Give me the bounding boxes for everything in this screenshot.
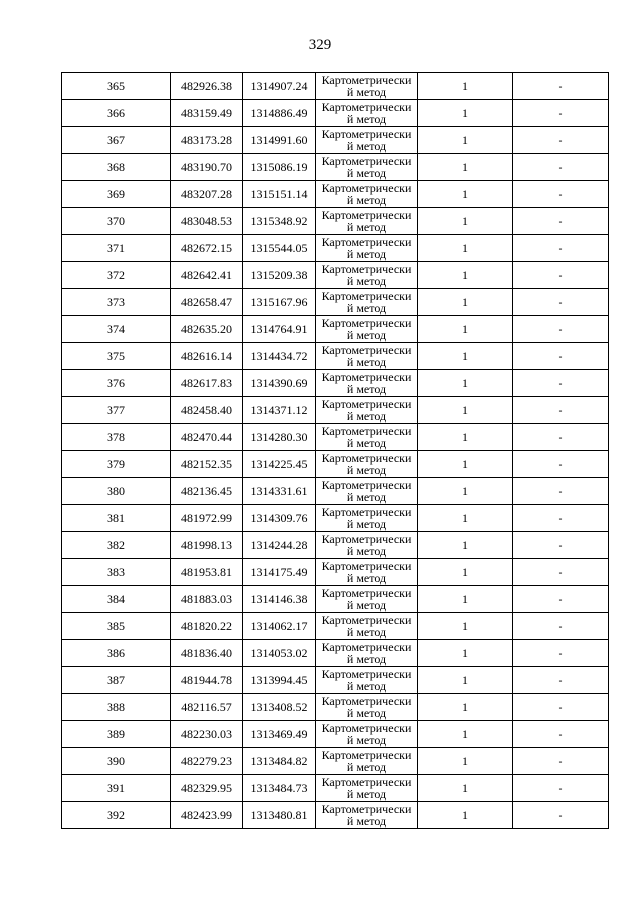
y-coordinate-cell: 1313994.45 — [243, 667, 316, 694]
table-row — [62, 559, 609, 586]
method-text-line-1: Картометрически — [321, 316, 412, 330]
note-cell: - — [513, 343, 609, 370]
note-cell: - — [513, 100, 609, 127]
method-text-line-2: й метод — [346, 220, 387, 234]
note-cell: - — [513, 316, 609, 343]
note-cell: - — [513, 451, 609, 478]
method-text-line-2: й метод — [346, 652, 387, 666]
accuracy-cell: 1 — [418, 397, 513, 424]
point-number-cell: 376 — [62, 370, 171, 397]
method-cell — [316, 721, 418, 748]
method-text-line-2: й метод — [346, 382, 387, 396]
accuracy-cell: 1 — [418, 451, 513, 478]
accuracy-cell: 1 — [418, 586, 513, 613]
method-text-line-2: й метод — [346, 760, 387, 774]
accuracy-cell: 1 — [418, 208, 513, 235]
table-row — [62, 640, 609, 667]
method-text-line-2: й метод — [346, 301, 387, 315]
table-row — [62, 748, 609, 775]
x-coordinate-cell: 482329.95 — [171, 775, 243, 802]
table-row — [62, 208, 609, 235]
method-text-line-1: Картометрически — [321, 802, 412, 816]
method-text-line-1: Картометрически — [321, 451, 412, 465]
y-coordinate-cell: 1314244.28 — [243, 532, 316, 559]
x-coordinate-cell: 481972.99 — [171, 505, 243, 532]
table-row — [62, 667, 609, 694]
note-cell: - — [513, 586, 609, 613]
method-cell — [316, 370, 418, 397]
accuracy-cell: 1 — [418, 100, 513, 127]
method-text-line-2: й метод — [346, 679, 387, 693]
method-cell — [316, 262, 418, 289]
x-coordinate-cell: 482458.40 — [171, 397, 243, 424]
accuracy-cell: 1 — [418, 667, 513, 694]
accuracy-cell: 1 — [418, 802, 513, 829]
accuracy-cell: 1 — [418, 235, 513, 262]
table-row — [62, 343, 609, 370]
point-number-cell: 369 — [62, 181, 171, 208]
y-coordinate-cell: 1315348.92 — [243, 208, 316, 235]
note-cell: - — [513, 154, 609, 181]
method-text-line-1: Картометрически — [321, 208, 412, 222]
note-cell: - — [513, 532, 609, 559]
method-text-line-2: й метод — [346, 598, 387, 612]
method-text-line-2: й метод — [346, 193, 387, 207]
note-cell: - — [513, 289, 609, 316]
method-text-line-1: Картометрически — [321, 370, 412, 384]
method-cell — [316, 424, 418, 451]
method-text-line-1: Картометрически — [321, 640, 412, 654]
note-cell: - — [513, 613, 609, 640]
table-row — [62, 532, 609, 559]
y-coordinate-cell: 1314175.49 — [243, 559, 316, 586]
table-row — [62, 316, 609, 343]
method-text-line-1: Картометрически — [321, 478, 412, 492]
x-coordinate-cell: 482616.14 — [171, 343, 243, 370]
method-text-line-2: й метод — [346, 166, 387, 180]
method-cell — [316, 532, 418, 559]
table-row — [62, 370, 609, 397]
point-number-cell: 378 — [62, 424, 171, 451]
x-coordinate-cell: 482642.41 — [171, 262, 243, 289]
accuracy-cell: 1 — [418, 775, 513, 802]
method-text-line-1: Картометрически — [321, 127, 412, 141]
x-coordinate-cell: 481883.03 — [171, 586, 243, 613]
method-text-line-1: Картометрически — [321, 559, 412, 573]
accuracy-cell: 1 — [418, 181, 513, 208]
method-cell — [316, 775, 418, 802]
point-number-cell: 384 — [62, 586, 171, 613]
x-coordinate-cell: 482279.23 — [171, 748, 243, 775]
note-cell: - — [513, 424, 609, 451]
note-cell: - — [513, 667, 609, 694]
table-row — [62, 154, 609, 181]
y-coordinate-cell: 1314764.91 — [243, 316, 316, 343]
method-cell — [316, 478, 418, 505]
table-row — [62, 181, 609, 208]
method-text-line-1: Картометрически — [321, 667, 412, 681]
coordinates-table — [61, 72, 609, 829]
table-row — [62, 721, 609, 748]
method-text-line-1: Картометрически — [321, 343, 412, 357]
method-cell — [316, 127, 418, 154]
method-text-line-2: й метод — [346, 328, 387, 342]
x-coordinate-cell: 483048.53 — [171, 208, 243, 235]
method-cell — [316, 613, 418, 640]
accuracy-cell: 1 — [418, 262, 513, 289]
method-text-line-1: Картометрически — [321, 100, 412, 114]
accuracy-cell: 1 — [418, 478, 513, 505]
method-text-line-2: й метод — [346, 247, 387, 261]
method-text-line-2: й метод — [346, 139, 387, 153]
method-cell — [316, 802, 418, 829]
x-coordinate-cell: 483159.49 — [171, 100, 243, 127]
y-coordinate-cell: 1313469.49 — [243, 721, 316, 748]
note-cell: - — [513, 478, 609, 505]
accuracy-cell: 1 — [418, 73, 513, 100]
method-text-line-1: Картометрически — [321, 73, 412, 87]
table-row — [62, 424, 609, 451]
note-cell: - — [513, 505, 609, 532]
table-row — [62, 694, 609, 721]
point-number-cell: 390 — [62, 748, 171, 775]
point-number-cell: 379 — [62, 451, 171, 478]
method-text-line-1: Картометрически — [321, 424, 412, 438]
point-number-cell: 389 — [62, 721, 171, 748]
x-coordinate-cell: 482470.44 — [171, 424, 243, 451]
accuracy-cell: 1 — [418, 289, 513, 316]
y-coordinate-cell: 1314886.49 — [243, 100, 316, 127]
x-coordinate-cell: 482423.99 — [171, 802, 243, 829]
x-coordinate-cell: 482136.45 — [171, 478, 243, 505]
y-coordinate-cell: 1314280.30 — [243, 424, 316, 451]
method-text-line-1: Картометрически — [321, 262, 412, 276]
x-coordinate-cell: 482926.38 — [171, 73, 243, 100]
note-cell: - — [513, 559, 609, 586]
x-coordinate-cell: 483173.28 — [171, 127, 243, 154]
coordinates-table-body — [62, 73, 609, 829]
accuracy-cell: 1 — [418, 532, 513, 559]
point-number-cell: 385 — [62, 613, 171, 640]
method-cell — [316, 640, 418, 667]
accuracy-cell: 1 — [418, 424, 513, 451]
point-number-cell: 366 — [62, 100, 171, 127]
note-cell: - — [513, 748, 609, 775]
note-cell: - — [513, 370, 609, 397]
point-number-cell: 380 — [62, 478, 171, 505]
point-number-cell: 375 — [62, 343, 171, 370]
accuracy-cell: 1 — [418, 316, 513, 343]
point-number-cell: 371 — [62, 235, 171, 262]
point-number-cell: 374 — [62, 316, 171, 343]
y-coordinate-cell: 1314331.61 — [243, 478, 316, 505]
y-coordinate-cell: 1314309.76 — [243, 505, 316, 532]
table-row — [62, 775, 609, 802]
method-cell — [316, 235, 418, 262]
note-cell: - — [513, 235, 609, 262]
method-text-line-2: й метод — [346, 733, 387, 747]
method-text-line-1: Картометрически — [321, 154, 412, 168]
point-number-cell: 387 — [62, 667, 171, 694]
table-row — [62, 397, 609, 424]
x-coordinate-cell: 481820.22 — [171, 613, 243, 640]
table-row — [62, 802, 609, 829]
y-coordinate-cell: 1314371.12 — [243, 397, 316, 424]
point-number-cell: 367 — [62, 127, 171, 154]
method-text-line-2: й метод — [346, 355, 387, 369]
y-coordinate-cell: 1313484.82 — [243, 748, 316, 775]
note-cell: - — [513, 694, 609, 721]
method-text-line-1: Картометрически — [321, 532, 412, 546]
page-number: 329 — [308, 37, 332, 53]
x-coordinate-cell: 481836.40 — [171, 640, 243, 667]
point-number-cell: 377 — [62, 397, 171, 424]
method-cell — [316, 505, 418, 532]
x-coordinate-cell: 482658.47 — [171, 289, 243, 316]
method-cell — [316, 694, 418, 721]
method-cell — [316, 451, 418, 478]
accuracy-cell: 1 — [418, 721, 513, 748]
table-row — [62, 505, 609, 532]
x-coordinate-cell: 483207.28 — [171, 181, 243, 208]
accuracy-cell: 1 — [418, 748, 513, 775]
method-cell — [316, 181, 418, 208]
method-text-line-2: й метод — [346, 814, 387, 828]
accuracy-cell: 1 — [418, 694, 513, 721]
point-number-cell: 386 — [62, 640, 171, 667]
table-row — [62, 262, 609, 289]
x-coordinate-cell: 483190.70 — [171, 154, 243, 181]
note-cell: - — [513, 721, 609, 748]
method-cell — [316, 397, 418, 424]
method-text-line-2: й метод — [346, 571, 387, 585]
method-cell — [316, 154, 418, 181]
note-cell: - — [513, 127, 609, 154]
point-number-cell: 372 — [62, 262, 171, 289]
method-cell — [316, 316, 418, 343]
accuracy-cell: 1 — [418, 370, 513, 397]
method-text-line-2: й метод — [346, 409, 387, 423]
accuracy-cell: 1 — [418, 343, 513, 370]
method-text-line-1: Картометрически — [321, 694, 412, 708]
method-text-line-2: й метод — [346, 112, 387, 126]
accuracy-cell: 1 — [418, 640, 513, 667]
y-coordinate-cell: 1314225.45 — [243, 451, 316, 478]
method-text-line-2: й метод — [346, 625, 387, 639]
y-coordinate-cell: 1314991.60 — [243, 127, 316, 154]
y-coordinate-cell: 1314434.72 — [243, 343, 316, 370]
method-text-line-2: й метод — [346, 517, 387, 531]
note-cell: - — [513, 181, 609, 208]
accuracy-cell: 1 — [418, 127, 513, 154]
table-row — [62, 235, 609, 262]
point-number-cell: 381 — [62, 505, 171, 532]
x-coordinate-cell: 481998.13 — [171, 532, 243, 559]
x-coordinate-cell: 482230.03 — [171, 721, 243, 748]
method-text-line-1: Картометрически — [321, 235, 412, 249]
table-row — [62, 613, 609, 640]
y-coordinate-cell: 1315167.96 — [243, 289, 316, 316]
method-text-line-1: Картометрически — [321, 775, 412, 789]
method-text-line-1: Картометрически — [321, 748, 412, 762]
method-cell — [316, 73, 418, 100]
method-text-line-2: й метод — [346, 706, 387, 720]
method-text-line-1: Картометрически — [321, 505, 412, 519]
method-cell — [316, 559, 418, 586]
method-cell — [316, 208, 418, 235]
note-cell: - — [513, 802, 609, 829]
method-cell — [316, 343, 418, 370]
method-text-line-1: Картометрически — [321, 289, 412, 303]
point-number-cell: 382 — [62, 532, 171, 559]
y-coordinate-cell: 1313480.81 — [243, 802, 316, 829]
y-coordinate-cell: 1314907.24 — [243, 73, 316, 100]
point-number-cell: 365 — [62, 73, 171, 100]
table-row — [62, 451, 609, 478]
method-text-line-1: Картометрически — [321, 586, 412, 600]
method-text-line-2: й метод — [346, 490, 387, 504]
accuracy-cell: 1 — [418, 559, 513, 586]
point-number-cell: 392 — [62, 802, 171, 829]
method-text-line-2: й метод — [346, 463, 387, 477]
y-coordinate-cell: 1315151.14 — [243, 181, 316, 208]
y-coordinate-cell: 1315086.19 — [243, 154, 316, 181]
method-cell — [316, 586, 418, 613]
method-cell — [316, 289, 418, 316]
point-number-cell: 373 — [62, 289, 171, 316]
note-cell: - — [513, 775, 609, 802]
x-coordinate-cell: 482152.35 — [171, 451, 243, 478]
x-coordinate-cell: 482635.20 — [171, 316, 243, 343]
accuracy-cell: 1 — [418, 505, 513, 532]
note-cell: - — [513, 640, 609, 667]
point-number-cell: 391 — [62, 775, 171, 802]
y-coordinate-cell: 1315209.38 — [243, 262, 316, 289]
table-row — [62, 100, 609, 127]
y-coordinate-cell: 1313484.73 — [243, 775, 316, 802]
y-coordinate-cell: 1313408.52 — [243, 694, 316, 721]
note-cell: - — [513, 397, 609, 424]
method-cell — [316, 667, 418, 694]
note-cell: - — [513, 208, 609, 235]
point-number-cell: 388 — [62, 694, 171, 721]
method-cell — [316, 748, 418, 775]
point-number-cell: 383 — [62, 559, 171, 586]
y-coordinate-cell: 1314062.17 — [243, 613, 316, 640]
y-coordinate-cell: 1315544.05 — [243, 235, 316, 262]
point-number-cell: 370 — [62, 208, 171, 235]
x-coordinate-cell: 482116.57 — [171, 694, 243, 721]
x-coordinate-cell: 482617.83 — [171, 370, 243, 397]
table-row — [62, 478, 609, 505]
table-row — [62, 289, 609, 316]
method-text-line-2: й метод — [346, 274, 387, 288]
table-row — [62, 127, 609, 154]
method-text-line-2: й метод — [346, 436, 387, 450]
method-cell — [316, 100, 418, 127]
y-coordinate-cell: 1314146.38 — [243, 586, 316, 613]
method-text-line-1: Картометрически — [321, 181, 412, 195]
point-number-cell: 368 — [62, 154, 171, 181]
method-text-line-2: й метод — [346, 544, 387, 558]
method-text-line-1: Картометрически — [321, 721, 412, 735]
y-coordinate-cell: 1314390.69 — [243, 370, 316, 397]
method-text-line-1: Картометрически — [321, 613, 412, 627]
x-coordinate-cell: 482672.15 — [171, 235, 243, 262]
y-coordinate-cell: 1314053.02 — [243, 640, 316, 667]
accuracy-cell: 1 — [418, 154, 513, 181]
accuracy-cell: 1 — [418, 613, 513, 640]
x-coordinate-cell: 481944.78 — [171, 667, 243, 694]
note-cell: - — [513, 73, 609, 100]
method-text-line-1: Картометрически — [321, 397, 412, 411]
table-row — [62, 73, 609, 100]
method-text-line-2: й метод — [346, 85, 387, 99]
note-cell: - — [513, 262, 609, 289]
table-row — [62, 586, 609, 613]
method-text-line-2: й метод — [346, 787, 387, 801]
x-coordinate-cell: 481953.81 — [171, 559, 243, 586]
